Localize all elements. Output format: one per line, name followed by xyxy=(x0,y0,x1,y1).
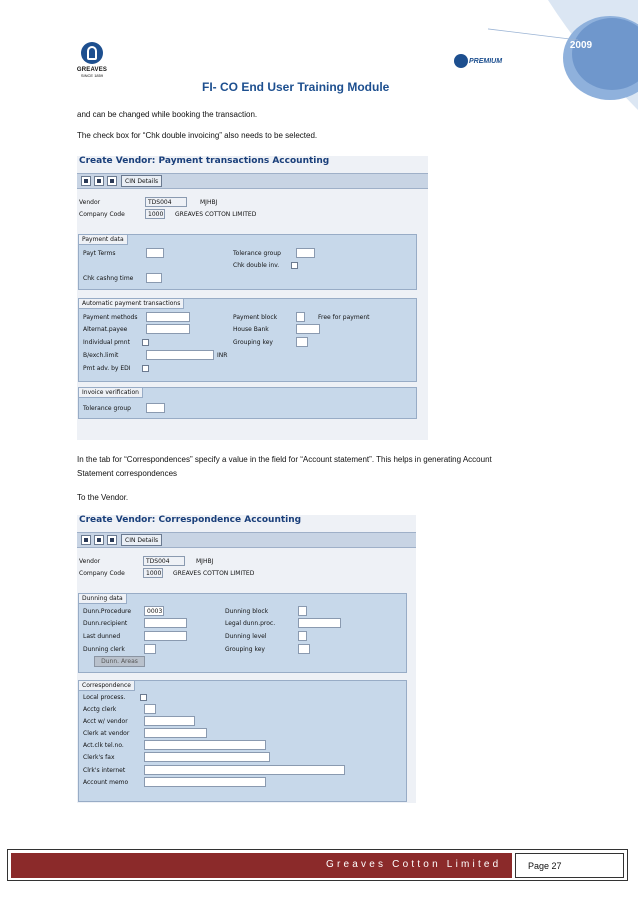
dunn-recipient-field[interactable] xyxy=(144,618,187,628)
vendor-field[interactable]: TDS004 xyxy=(145,197,187,207)
individual-pmnt-checkbox[interactable] xyxy=(142,339,149,346)
payment-data-tab: Payment data xyxy=(79,235,128,245)
account-memo-label: Account memo xyxy=(83,779,129,786)
legal-dunn-proc-label: Legal dunn.proc. xyxy=(225,620,276,627)
tolerance-group-field[interactable] xyxy=(296,248,315,258)
save-icon[interactable] xyxy=(81,535,91,545)
grouping-key-label: Grouping key xyxy=(233,339,273,346)
dunning-level-field[interactable] xyxy=(298,631,307,641)
clerk-at-vendor-label: Clerk at vendor xyxy=(83,730,130,737)
correspondence-group xyxy=(78,680,407,802)
page-number: Page 27 xyxy=(528,861,562,871)
payment-block-label: Payment block xyxy=(233,314,278,321)
grouping-key-label: Grouping key xyxy=(225,646,265,653)
chk-cashng-time-label: Chk cashng time xyxy=(83,275,134,282)
account-memo-field[interactable] xyxy=(144,777,266,787)
dunning-block-label: Dunning block xyxy=(225,608,269,615)
paragraph-1: and can be changed while booking the transaction. xyxy=(77,110,258,119)
chk-double-inv-label: Chk double inv. xyxy=(233,262,280,269)
acctg-clerk-label: Acctg clerk xyxy=(83,706,117,713)
cin-details-button[interactable]: CIN Details xyxy=(121,175,162,187)
clerk-at-vendor-field[interactable] xyxy=(144,728,207,738)
premium-text: PREMIUM xyxy=(469,57,503,65)
company-code-label: Company Code xyxy=(79,211,125,218)
logo-text: GREAVES xyxy=(76,67,108,73)
greaves-logo xyxy=(76,42,108,90)
premium-globe-icon xyxy=(454,54,468,68)
auto-payment-tab: Automatic payment transactions xyxy=(79,299,184,309)
year-label: 2009 xyxy=(569,40,593,51)
vendor-name: MJHBJ xyxy=(196,558,214,565)
company-code-field[interactable]: 1000 xyxy=(143,568,163,578)
other-object-icon[interactable] xyxy=(94,535,104,545)
dunning-clerk-field[interactable] xyxy=(144,644,156,654)
invoice-verification-group xyxy=(78,387,417,419)
footer-page-box xyxy=(515,853,624,878)
paragraph-4: To the Vendor. xyxy=(77,493,129,502)
footer-company-name: Greaves Cotton Limited xyxy=(326,859,502,870)
grouping-key-field[interactable] xyxy=(296,337,308,347)
page-footer xyxy=(7,849,628,881)
dunning-block-field[interactable] xyxy=(298,606,307,616)
alternat-payee-label: Alternat.payee xyxy=(83,326,128,333)
dunning-data-tab: Dunning data xyxy=(79,594,127,604)
chk-double-inv-checkbox[interactable] xyxy=(291,262,298,269)
info-icon[interactable] xyxy=(107,535,117,545)
payt-terms-label: Payt Terms xyxy=(83,250,116,257)
acct-w-vendor-label: Acct w/ vendor xyxy=(83,718,128,725)
payment-methods-field[interactable] xyxy=(146,312,190,322)
tolerance-group-label: Tolerance group xyxy=(233,250,281,257)
vendor-label: Vendor xyxy=(79,199,101,206)
pmt-adv-edi-label: Pmt adv. by EDI xyxy=(83,365,131,372)
auto-payment-group xyxy=(78,298,417,382)
screen-title: Create Vendor: Correspondence Accounting xyxy=(79,515,302,525)
toolbar xyxy=(77,173,428,189)
dunning-data-group xyxy=(78,593,407,673)
dunn-procedure-field[interactable]: 0003 xyxy=(144,606,164,616)
legal-dunn-proc-field[interactable] xyxy=(298,618,341,628)
paragraph-3b: Statement correspondences xyxy=(77,469,178,478)
alternat-payee-field[interactable] xyxy=(146,324,190,334)
b-exch-limit-label: B/exch.limit xyxy=(83,352,119,359)
house-bank-label: House Bank xyxy=(233,326,269,333)
iv-tolerance-group-field[interactable] xyxy=(146,403,165,413)
grouping-key-field[interactable] xyxy=(298,644,310,654)
company-name: GREAVES COTTON LIMITED xyxy=(175,211,257,218)
screen-title: Create Vendor: Payment transactions Accounting xyxy=(79,156,330,166)
company-code-field[interactable]: 1000 xyxy=(145,209,165,219)
dunn-recipient-label: Dunn.recipient xyxy=(83,620,128,627)
premium-logo xyxy=(454,54,502,68)
individual-pmnt-label: Individual pmnt xyxy=(83,339,130,346)
free-for-payment-text: Free for payment xyxy=(318,314,370,321)
payment-block-field[interactable] xyxy=(296,312,305,322)
vendor-label: Vendor xyxy=(79,558,101,565)
cin-details-button[interactable]: CIN Details xyxy=(121,534,162,546)
last-dunned-field[interactable] xyxy=(144,631,187,641)
toolbar xyxy=(77,532,416,548)
acct-w-vendor-field[interactable] xyxy=(144,716,195,726)
local-process-checkbox[interactable] xyxy=(140,694,147,701)
payment-methods-label: Payment methods xyxy=(83,314,138,321)
pmt-adv-edi-checkbox[interactable] xyxy=(142,365,149,372)
correspondence-tab: Correspondence xyxy=(79,681,135,691)
last-dunned-label: Last dunned xyxy=(83,633,121,640)
info-icon[interactable] xyxy=(107,176,117,186)
sap-screen-payment-transactions xyxy=(77,156,428,440)
chk-cashng-time-field[interactable] xyxy=(146,273,162,283)
iv-tolerance-group-label: Tolerance group xyxy=(83,405,131,412)
act-clk-tel-label: Act.clk tel.no. xyxy=(83,742,124,749)
b-exch-limit-field[interactable] xyxy=(146,350,214,360)
document-title: FI- CO End User Training Module xyxy=(202,80,390,94)
company-code-label: Company Code xyxy=(79,570,125,577)
acctg-clerk-field[interactable] xyxy=(144,704,156,714)
paragraph-2: The check box for “Chk double invoicing” also needs to be selected. xyxy=(77,131,318,140)
clerks-fax-field[interactable] xyxy=(144,752,270,762)
vendor-name: MJHBJ xyxy=(200,199,218,206)
payt-terms-field[interactable] xyxy=(146,248,164,258)
clrks-internet-field[interactable] xyxy=(144,765,345,775)
dunning-clerk-label: Dunning clerk xyxy=(83,646,125,653)
dunning-level-label: Dunning level xyxy=(225,633,267,640)
house-bank-field[interactable] xyxy=(296,324,320,334)
header-arc-decoration xyxy=(488,0,638,120)
sap-screen-correspondence xyxy=(77,515,416,803)
vendor-field[interactable]: TDS004 xyxy=(143,556,185,566)
invoice-verification-tab: Invoice verification xyxy=(79,388,143,398)
paragraph-3a: In the tab for “Correspondences” specify a value in the field for “Account statement”. This helps in generating Account xyxy=(77,455,492,464)
logo-since: SINCE 1859 xyxy=(80,73,104,78)
clerks-fax-label: Clerk's fax xyxy=(83,754,115,761)
company-name: GREAVES COTTON LIMITED xyxy=(173,570,255,577)
save-icon[interactable] xyxy=(81,176,91,186)
other-object-icon[interactable] xyxy=(94,176,104,186)
clrks-internet-label: Clrk's internet xyxy=(83,767,126,774)
payment-data-group xyxy=(78,234,417,290)
local-process-label: Local process. xyxy=(83,694,126,701)
dunn-procedure-label: Dunn.Procedure xyxy=(83,608,132,615)
act-clk-tel-field[interactable] xyxy=(144,740,266,750)
currency-label: INR xyxy=(217,352,228,359)
dunn-areas-button[interactable]: Dunn. Areas xyxy=(94,656,145,667)
